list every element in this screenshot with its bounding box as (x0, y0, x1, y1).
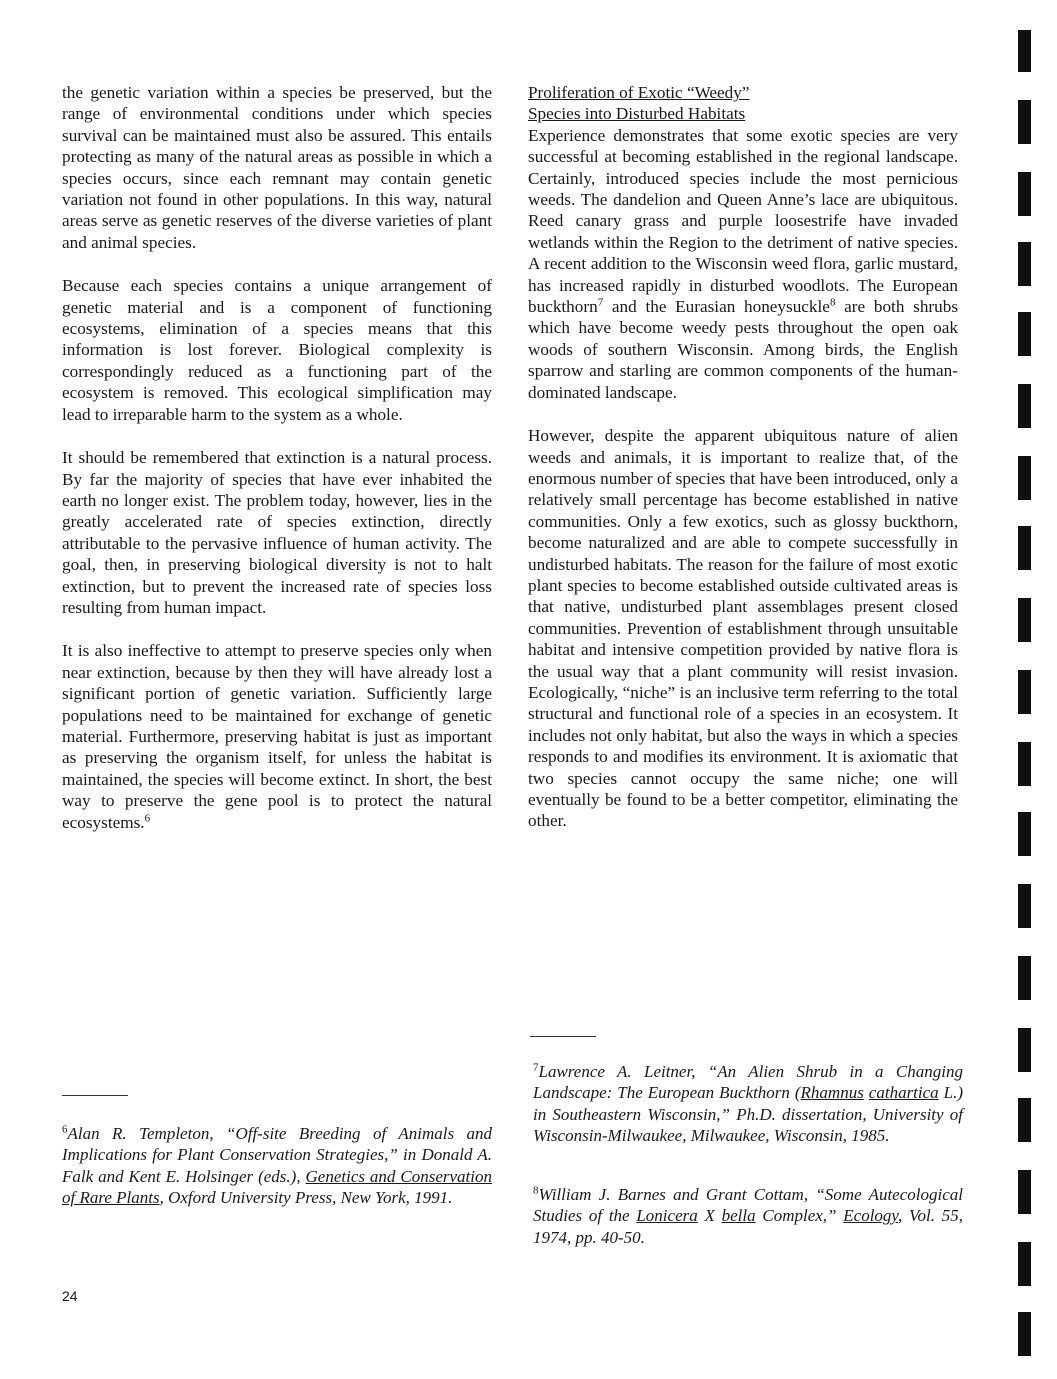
footnote-text: L.) in Southeastern Wisconsin,” Ph.D. dissertation, University of Wisconsin-Milwaukee, Milwaukee, Wisconsin, 1985. (533, 1083, 964, 1146)
scan-margin-mark (1018, 30, 1031, 72)
species-name: bella (721, 1206, 756, 1226)
scan-margin-mark (1018, 1242, 1031, 1286)
footnote-text: X (697, 1206, 722, 1226)
paragraph-text: and the Eurasian honeysuckle (603, 297, 830, 317)
footnote-text: Complex,” (755, 1206, 844, 1226)
footnote-6 (62, 1123, 492, 1209)
scan-margin-mark (1018, 526, 1031, 570)
book-title: Genetics and Conservation of Rare Plants (62, 1166, 492, 1208)
scan-margin-mark (1018, 742, 1031, 786)
footnote-ref-8[interactable]: 8 (829, 296, 836, 309)
footnote-number: 8 (533, 1184, 539, 1197)
paragraph-text: are both shrubs which have become weedy pests throughout the open oak woods of southern Wisconsin. Among birds, the English sparrow and starling are common components of the human-dominated landscape. (528, 297, 959, 402)
footnote-ref-7[interactable]: 7 (597, 296, 604, 309)
body-paragraph: the genetic variation within a species be preserved, but the range of environmental conditions under which species survival can be maintained must also be assured. This entails protecting as many of the natural areas as possible in which a species occurs, since each remnant may contain genetic variation not found in other populations. In this way, natural areas serve as genetic reserves of the diverse varieties of plant and animal species. (62, 83, 492, 252)
footnote-text: , Oxford University Press, New York, 1991. (159, 1188, 453, 1208)
body-paragraph: However, despite the apparent ubiquitous nature of alien weeds and animals, it is important to realize that, of the enormous number of species that have been introduced, only a relatively small percentage has become established in native communities. Only a few exotics, such as glossy buckthorn, become naturalized and are able to compete successfully in undisturbed habitats. The reason for the failure of most exotic plant species to become established outside cultivated areas is that native, undisturbed plant assemblages present closed communities. Prevention of establishment through unsuitable habitat and intensive competition provided by native flora is the usual way that a plant community will resist invasion. Ecologically, “niche” is an inclusive term referring to the total structural and functional role of a species in an ecosystem. It includes not only habitat, but also the ways in which a species responds to and modifies its environment. It is axiomatic that two species cannot occupy the same niche; one will eventually be found to be a better competitor, eliminating the other. (528, 426, 958, 831)
scan-margin-mark (1018, 1028, 1031, 1072)
left-column (62, 82, 492, 833)
scan-margin-mark (1018, 956, 1031, 1000)
footnote-number: 6 (62, 1123, 68, 1136)
scan-margin-mark (1018, 598, 1031, 642)
footnote-text: Lawrence A. Leitner, “An Alien Shrub in a Changing Landscape: The European Buckthorn ( (533, 1062, 963, 1103)
scan-margin-mark (1018, 1170, 1031, 1214)
paragraph-text: It is also ineffective to attempt to preserve species only when near extinction, because by then they will have already lost a significant portion of genetic variation. Sufficiently large populations need to be maintained for exchange of genetic material. Furthermore, preserving habitat is just as important as preserving the organism itself, for unless the habitat is maintained, the species will become extinct. In short, the best way to preserve the gene pool is to protect the natural ecosystems. (62, 641, 492, 832)
scan-margin-mark (1018, 312, 1031, 356)
body-paragraph: Because each species contains a unique arrangement of genetic material and is a component of functioning ecosystems, elimination of a species means that this information is lost forever. Biological complexity is correspondingly reduced as a functioning part of the ecosystem is removed. This ecological simplification may lead to irreparable harm to the system as a whole. (62, 276, 492, 424)
footnote-7 (533, 1061, 963, 1147)
body-paragraph (62, 640, 492, 833)
body-paragraph: It should be remembered that extinction is a natural process. By far the majority of species that have ever inhabited the earth no longer exist. The problem today, however, lies in the greatly accelerated rate of species extinction, directly attributable to the pervasive influence of human activity. The goal, then, in preserving biological diversity is not to halt extinction, but to prevent the increased rate of species loss resulting from human impact. (62, 448, 492, 617)
footnote-8 (533, 1184, 963, 1248)
genus-name: Lonicera (636, 1206, 698, 1226)
page-number: 24 (62, 1288, 78, 1304)
scan-margin-mark (1018, 172, 1031, 216)
scan-margin-mark (1018, 884, 1031, 928)
scan-margin-mark (1018, 812, 1031, 856)
section-heading-line-2: Species into Disturbed Habitats (528, 104, 746, 124)
paragraph-text: Experience demonstrates that some exotic species are very successful at becoming established in the regional landscape. Certainly, introduced species include the most pernicious weeds. The dandelion and Queen Anne’s lace are ubiquitous. Reed canary grass and purple loosestrife have invaded wetlands within the Region to the detriment of native species. A recent addition to the Wisconsin weed flora, garlic mustard, has increased rapidly in disturbed woodlots. The European buckthorn (528, 125, 958, 317)
section-heading-line-1: Proliferation of Exotic “Weedy” (528, 83, 750, 102)
footnote-divider (530, 1036, 596, 1037)
footnote-number: 7 (533, 1061, 539, 1074)
right-column (528, 82, 958, 832)
genus-name: Rhamnus (800, 1083, 864, 1103)
scan-margin-mark (1018, 456, 1031, 500)
species-name: cathartica (868, 1083, 939, 1103)
scan-margin-mark (1018, 384, 1031, 428)
footnote-text: Alan R. Templeton, “Off-site Breeding of Animals and Implications for Plant Conservation Strategies,” in Donald A. Falk and Kent E. Holsinger (eds.), (62, 1124, 492, 1186)
scan-margin-mark (1018, 1098, 1031, 1142)
body-paragraph (528, 125, 958, 403)
journal-title: Ecology (843, 1206, 899, 1226)
footnote-ref-6[interactable]: 6 (144, 811, 151, 824)
scan-margin-mark (1018, 1312, 1031, 1356)
footnote-divider (62, 1095, 128, 1096)
scan-margin-mark (1018, 670, 1031, 714)
scan-margin-mark (1018, 242, 1031, 286)
footnote-text: , Vol. 55, 1974, pp. 40-50. (533, 1206, 963, 1247)
scan-margin-mark (1018, 100, 1031, 144)
footnote-text: William J. Barnes and Grant Cottam, “Some Autecological Studies of the (533, 1185, 963, 1226)
